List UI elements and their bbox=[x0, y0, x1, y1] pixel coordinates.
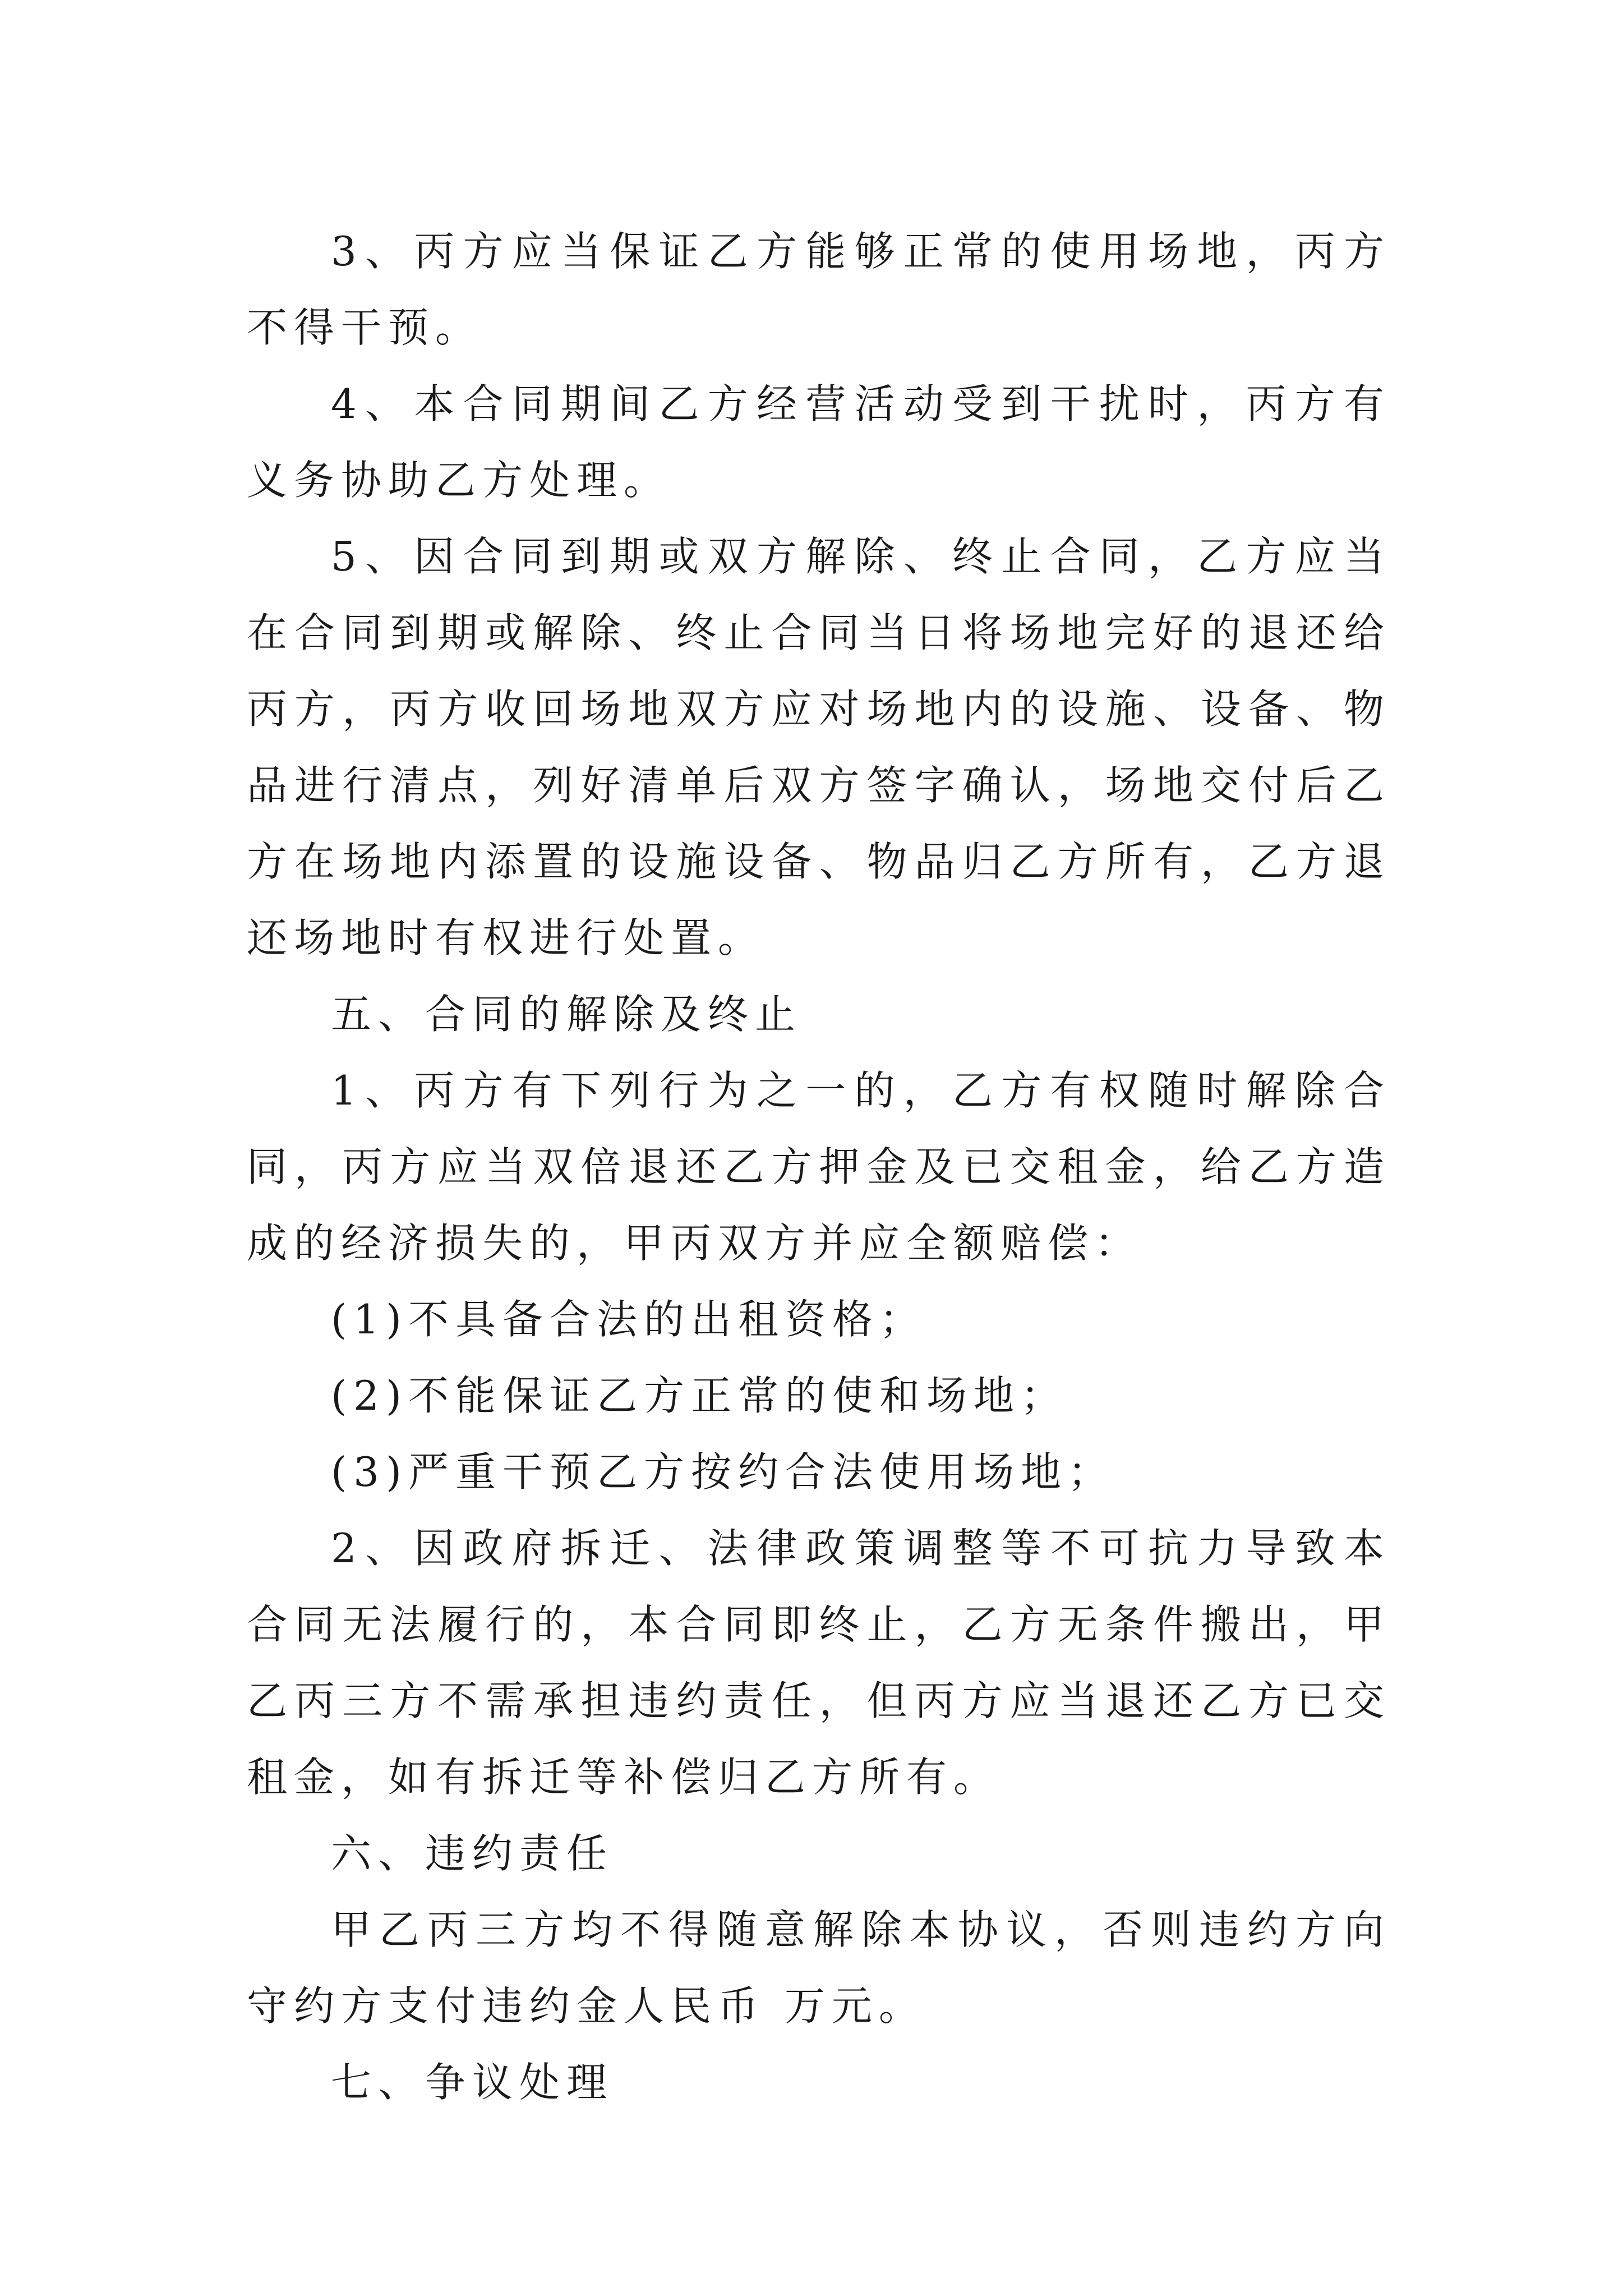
clause-3: 3、丙方应当保证乙方能够正常的使用场地，丙方不得干预。 bbox=[247, 228, 1391, 351]
clause-4: 4、本合同期间乙方经营活动受到干扰时，丙方有义务协助乙方处理。 bbox=[247, 380, 1391, 504]
termination-item-3: (3)严重干预乙方按约合法使用场地； bbox=[331, 1448, 1115, 1496]
termination-clause-1: 1、丙方有下列行为之一的，乙方有权随时解除合同，丙方应当双倍退还乙方押金及已交租金，给乙方造成的经济损失的，甲丙双方并应全额赔偿： bbox=[247, 1067, 1391, 1267]
section-heading-liability: 六、违约责任 bbox=[331, 1830, 614, 1877]
section-heading-termination: 五、合同的解除及终止 bbox=[331, 991, 803, 1038]
clause-5: 5、因合同到期或双方解除、终止合同，乙方应当在合同到期或解除、终止合同当日将场地完好的退还给丙方，丙方收回场地双方应对场地内的设施、设备、物品进行清点，列好清单后双方签字确认，场地交付后乙方在场地内添置的设施设备、物品归乙方所有，乙方退还场地时有权进行处置。 bbox=[247, 533, 1391, 961]
liability-clause: 甲乙丙三方均不得随意解除本协议，否则违约方向守约方支付违约金人民币 万元。 bbox=[247, 1906, 1391, 2030]
section-heading-dispute: 七、争议处理 bbox=[331, 2059, 614, 2106]
document-body bbox=[247, 213, 1391, 2120]
termination-clause-2: 2、因政府拆迁、法律政策调整等不可抗力导致本合同无法履行的，本合同即终止，乙方无条件搬出，甲乙丙三方不需承担违约责任，但丙方应当退还乙方已交租金，如有拆迁等补偿归乙方所有。 bbox=[247, 1525, 1391, 1801]
termination-item-1: (1)不具备合法的出租资格； bbox=[331, 1296, 926, 1343]
termination-item-2: (2)不能保证乙方正常的使和场地； bbox=[331, 1372, 1068, 1419]
